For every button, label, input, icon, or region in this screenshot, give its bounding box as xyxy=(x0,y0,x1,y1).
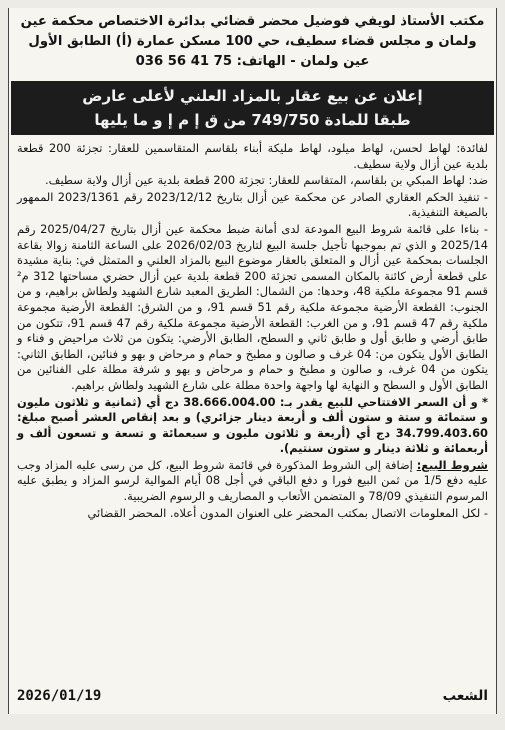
office-line-2: ولمان و مجلس قضاء سطيف، حي 100 مسكن عمارة (أ) الطابق الأول xyxy=(28,34,477,49)
beneficiaries-paragraph: لفائدة: لهاط لحسن، لهاط ميلود، لهاط مليكة أبناء بلقاسم المتقاسمين للعقار: تجزئة 200 قطعة بلدية عين أزال ولاية سطيف. xyxy=(17,141,488,171)
property-description-paragraph: - بناءا على قائمة شروط البيع المودعة لدى أمانة ضبط محكمة عين أزال بتاريخ 2025/04/27 رقم 2025/14 و الذي تم بموجبها تأجيل جلسة البيع لتاريخ 2026/02/03 على الساعة الثامنة زوالا بقاعة الجلسات بمحكمة عين أزال و المتعلق بالعقار موضوع البيع بالمزاد العلني و المتمثل في: بناية مشيدة على قطعة أرض كائنة بالمكان المسمى تجزئة 200 قطعة بلدية عين أزال حضري مساحتها 312 م² قسم 91 مجموعة ملكية 48، وحدها: من الشمال: الطريق المعبد شارع الشهيد ولطاش براهيم، و من الجنوب: القطعة الأرضية مجموعة ملكية رقم 51 قسم 91، و من الشرق: القطعة الأرضية مجموعة ملكية رقم 47 قسم 91، و من الغرب: القطعة الأرضية مجموعة ملكية رقم 47 قسم 91، تتكون من طابق أرضي و طابق أول و طابق ثاني و السطح، الطابق الأرضي: يتكون من ثلاث مراحيض و فناء و الطابق الأول يتكون من: 04 غرف و صالون و مطبخ و حمام و مرحاض و بهو و فنائين، الطابق الثاني: يتكون من 04 غرف، و صالون و مطبخ و حمام و مرحاض و بهو و شرفة مطلة على الفنائين من الطابق الأول و السطح و النهاية لها واجهة واحدة مطلة على شارع الشهيد ولطاش براهيم. xyxy=(17,221,488,392)
publication-footer xyxy=(9,688,496,704)
sale-conditions-label: شروط البيع: xyxy=(416,457,488,472)
contact-paragraph: - لكل المعلومات الاتصال بمكتب المحضر على العنوان المدون أعلاه. المحضر القضائي xyxy=(87,505,488,520)
notice-legal-basis: طبقا للمادة 749/750 من ق إ م إ و ما يليها xyxy=(94,111,411,129)
newspaper-name: الشعب xyxy=(442,688,488,704)
notice-body xyxy=(9,135,496,521)
notice-title-banner xyxy=(11,81,494,135)
office-line-1: مكتب الأستاذ لويفي فوضيل محضر قضائي بدائرة الاختصاص محكمة عين xyxy=(20,14,485,29)
sale-conditions-paragraph xyxy=(17,458,488,505)
bailiff-office-header xyxy=(9,8,496,72)
opening-price-paragraph: * و أن السعر الافتتاحي للبيع يقدر بـ: 38.666.004.00 دج أي (ثمانية و ثلاثون مليون و ستمائة و ستة و ستون ألف و أربعة دينار جزائري) و بعد إنقاص العشر أصبح مبلغ: 34.799.403.60 دج أي (أربعة و ثلاثون مليون و سبعمائة و تسعة و تسعون ألف و أربعمائة و ثلاثة دينار و ستون سنتيم). xyxy=(17,394,488,456)
publication-date: 2026/01/19 xyxy=(17,688,102,704)
legal-notice-page xyxy=(8,8,497,714)
sale-conditions-text: إضافة إلى الشروط المذكورة في قائمة شروط البيع، كل من رسى عليه المزاد وجب عليه دفع 1/5 من ثمن البيع فورا و دفع الباقي في أجل 08 أيام الموالية لرسو المزاد و يطبق عليه المرسوم التنفيذي 78/09 و المتضمن الأتعاب و المصاريف و الرسوم الضريبية. xyxy=(17,457,488,504)
office-line-3: عين ولمان - الهاتف: 75 41 56 036 xyxy=(135,54,370,69)
defendant-paragraph: ضد: لهاط المبكي بن بلقاسم، المتقاسم للعقار: تجزئة 200 قطعة بلدية عين أزال ولاية سطيف. xyxy=(45,173,488,188)
judgment-paragraph: - تنفيذ الحكم العقاري الصادر عن محكمة عين أزال بتاريخ 2023/12/12 رقم 2023/1361 الممهور بالصيغة التنفيذية. xyxy=(17,189,488,220)
notice-title: إعلان عن بيع عقار بالمزاد العلني لأعلى عارض xyxy=(82,87,423,105)
